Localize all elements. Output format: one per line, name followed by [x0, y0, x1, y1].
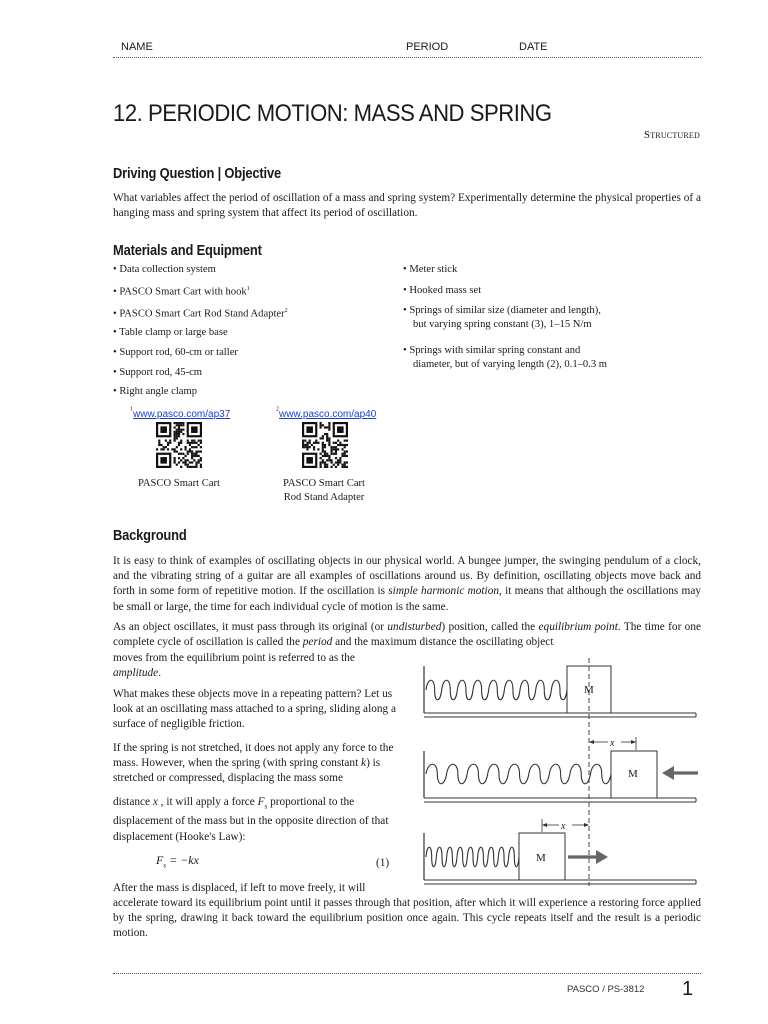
list-item: • PASCO Smart Cart with hook$^1$ — [113, 286, 250, 298]
background-paragraph-2: As an object oscillates, it must pass through its original (or undisturbed) position, called the equilibrium point. The time for one complete cycle of oscillation is called the period and the maximum distance the oscillating object — [113, 621, 701, 649]
x-label: x — [561, 821, 566, 832]
list-item: • Table clamp or large base — [113, 327, 228, 338]
background-paragraph-1: It is easy to think of examples of oscillating objects in our physical world. A bungee jumper, the swinging pendulum of a clock, and the vibrating string of a guitar are all examples of oscillations around us. By definition, oscillating objects move back and forth in some form of repetitive motion. If the oscillation is simple harmonic motion, it means that although the oscillations may be small or large, the time for each individual cycle of motion is the same. — [113, 555, 701, 613]
objective-text: What variables affect the period of oscillation of a mass and spring system? Experimentally determine the physical properties of a hanging mass and spring system that affect its period of oscillation. — [113, 192, 701, 220]
equation-number: (1) — [376, 857, 390, 869]
qr-code-2 — [302, 422, 348, 473]
background-paragraph-5: distance x , it will apply a force $F_s$ proportional to the displacement of the mass but in the opposite direction of that displacement (Hooke's Law): — [113, 796, 389, 843]
background-heading: Background — [113, 527, 187, 544]
list-item: • Support rod, 45-cm — [113, 367, 203, 378]
background-paragraph-6-start: After the mass is displaced, if left to move freely, it will — [113, 882, 366, 894]
background-paragraph-2-cont: moves from the equilibrium point is referred to as the amplitude. — [113, 652, 355, 680]
mass-label: M — [536, 852, 546, 864]
page-title: 12. PERIODIC MOTION: MASS AND SPRING — [113, 100, 552, 127]
panel-equilibrium — [424, 666, 696, 717]
list-item: • Support rod, 60-cm or taller — [113, 347, 238, 358]
background-paragraph-4: If the spring is not stretched, it does not apply any force to the mass. However, when the spring (with spring constant k) is stretched or compressed, displacing the mass some — [113, 742, 394, 785]
equation-hookes-law: $F_s = -kx$ — [156, 853, 199, 870]
qr-caption-1: PASCO Smart Cart — [137, 478, 221, 489]
date-label: DATE — [519, 41, 548, 53]
footer-rule — [113, 973, 701, 974]
panel-stretched — [424, 737, 698, 802]
name-label: NAME — [121, 41, 153, 53]
page-number: 1 — [682, 978, 694, 1000]
list-item: • Right angle clamp — [113, 386, 198, 397]
reference-link-1[interactable]: $^1$www.pasco.com/ap37 — [130, 406, 231, 420]
mass-label: M — [628, 768, 638, 780]
list-item: • Springs with similar spring constant and diameter, but of varying length (2), 0.1–0.3 m — [403, 345, 608, 370]
materials-list-right — [403, 263, 607, 378]
qr-caption-2: PASCO Smart Cart Rod Stand Adapter — [282, 478, 366, 503]
x-label: x — [610, 738, 615, 749]
reference-link-2[interactable]: $^2$www.pasco.com/ap40 — [276, 406, 377, 420]
objective-heading: Driving Question | Objective — [113, 165, 281, 182]
materials-list-left — [113, 263, 288, 404]
structured-label: Structured — [643, 129, 700, 141]
spring — [426, 764, 611, 784]
materials-heading: Materials and Equipment — [113, 242, 262, 259]
period-label: PERIOD — [406, 41, 449, 53]
qr-code-1 — [156, 422, 202, 473]
list-item: • Hooked mass set — [403, 285, 482, 296]
header-rule — [113, 57, 701, 58]
background-paragraph-6: accelerate toward its equilibrium point until it passes through that position, after which it will experience a restoring force applied by the spring, drawing it back toward the equilibrium position once again. This cycle repeats itself and the result is a periodic motion. — [113, 897, 701, 940]
panel-compressed — [424, 819, 696, 884]
list-item: • PASCO Smart Cart Rod Stand Adapter$^2$ — [113, 308, 288, 320]
list-item: • Data collection system — [113, 264, 216, 275]
list-item: • Meter stick — [403, 264, 458, 275]
spring-mass-diagram — [418, 658, 700, 886]
spring — [426, 847, 519, 867]
footer-code: PASCO / PS-3812 — [567, 984, 645, 995]
mass-label: M — [584, 684, 594, 696]
spring — [426, 680, 567, 700]
list-item: • Springs of similar size (diameter and length), but varying spring constant (3), 1–15 N/m — [403, 305, 601, 330]
background-paragraph-3: What makes these objects move in a repeating pattern? Let us look at an oscillating mass attached to a spring, sliding along a surface of negligible friction. — [113, 688, 396, 731]
